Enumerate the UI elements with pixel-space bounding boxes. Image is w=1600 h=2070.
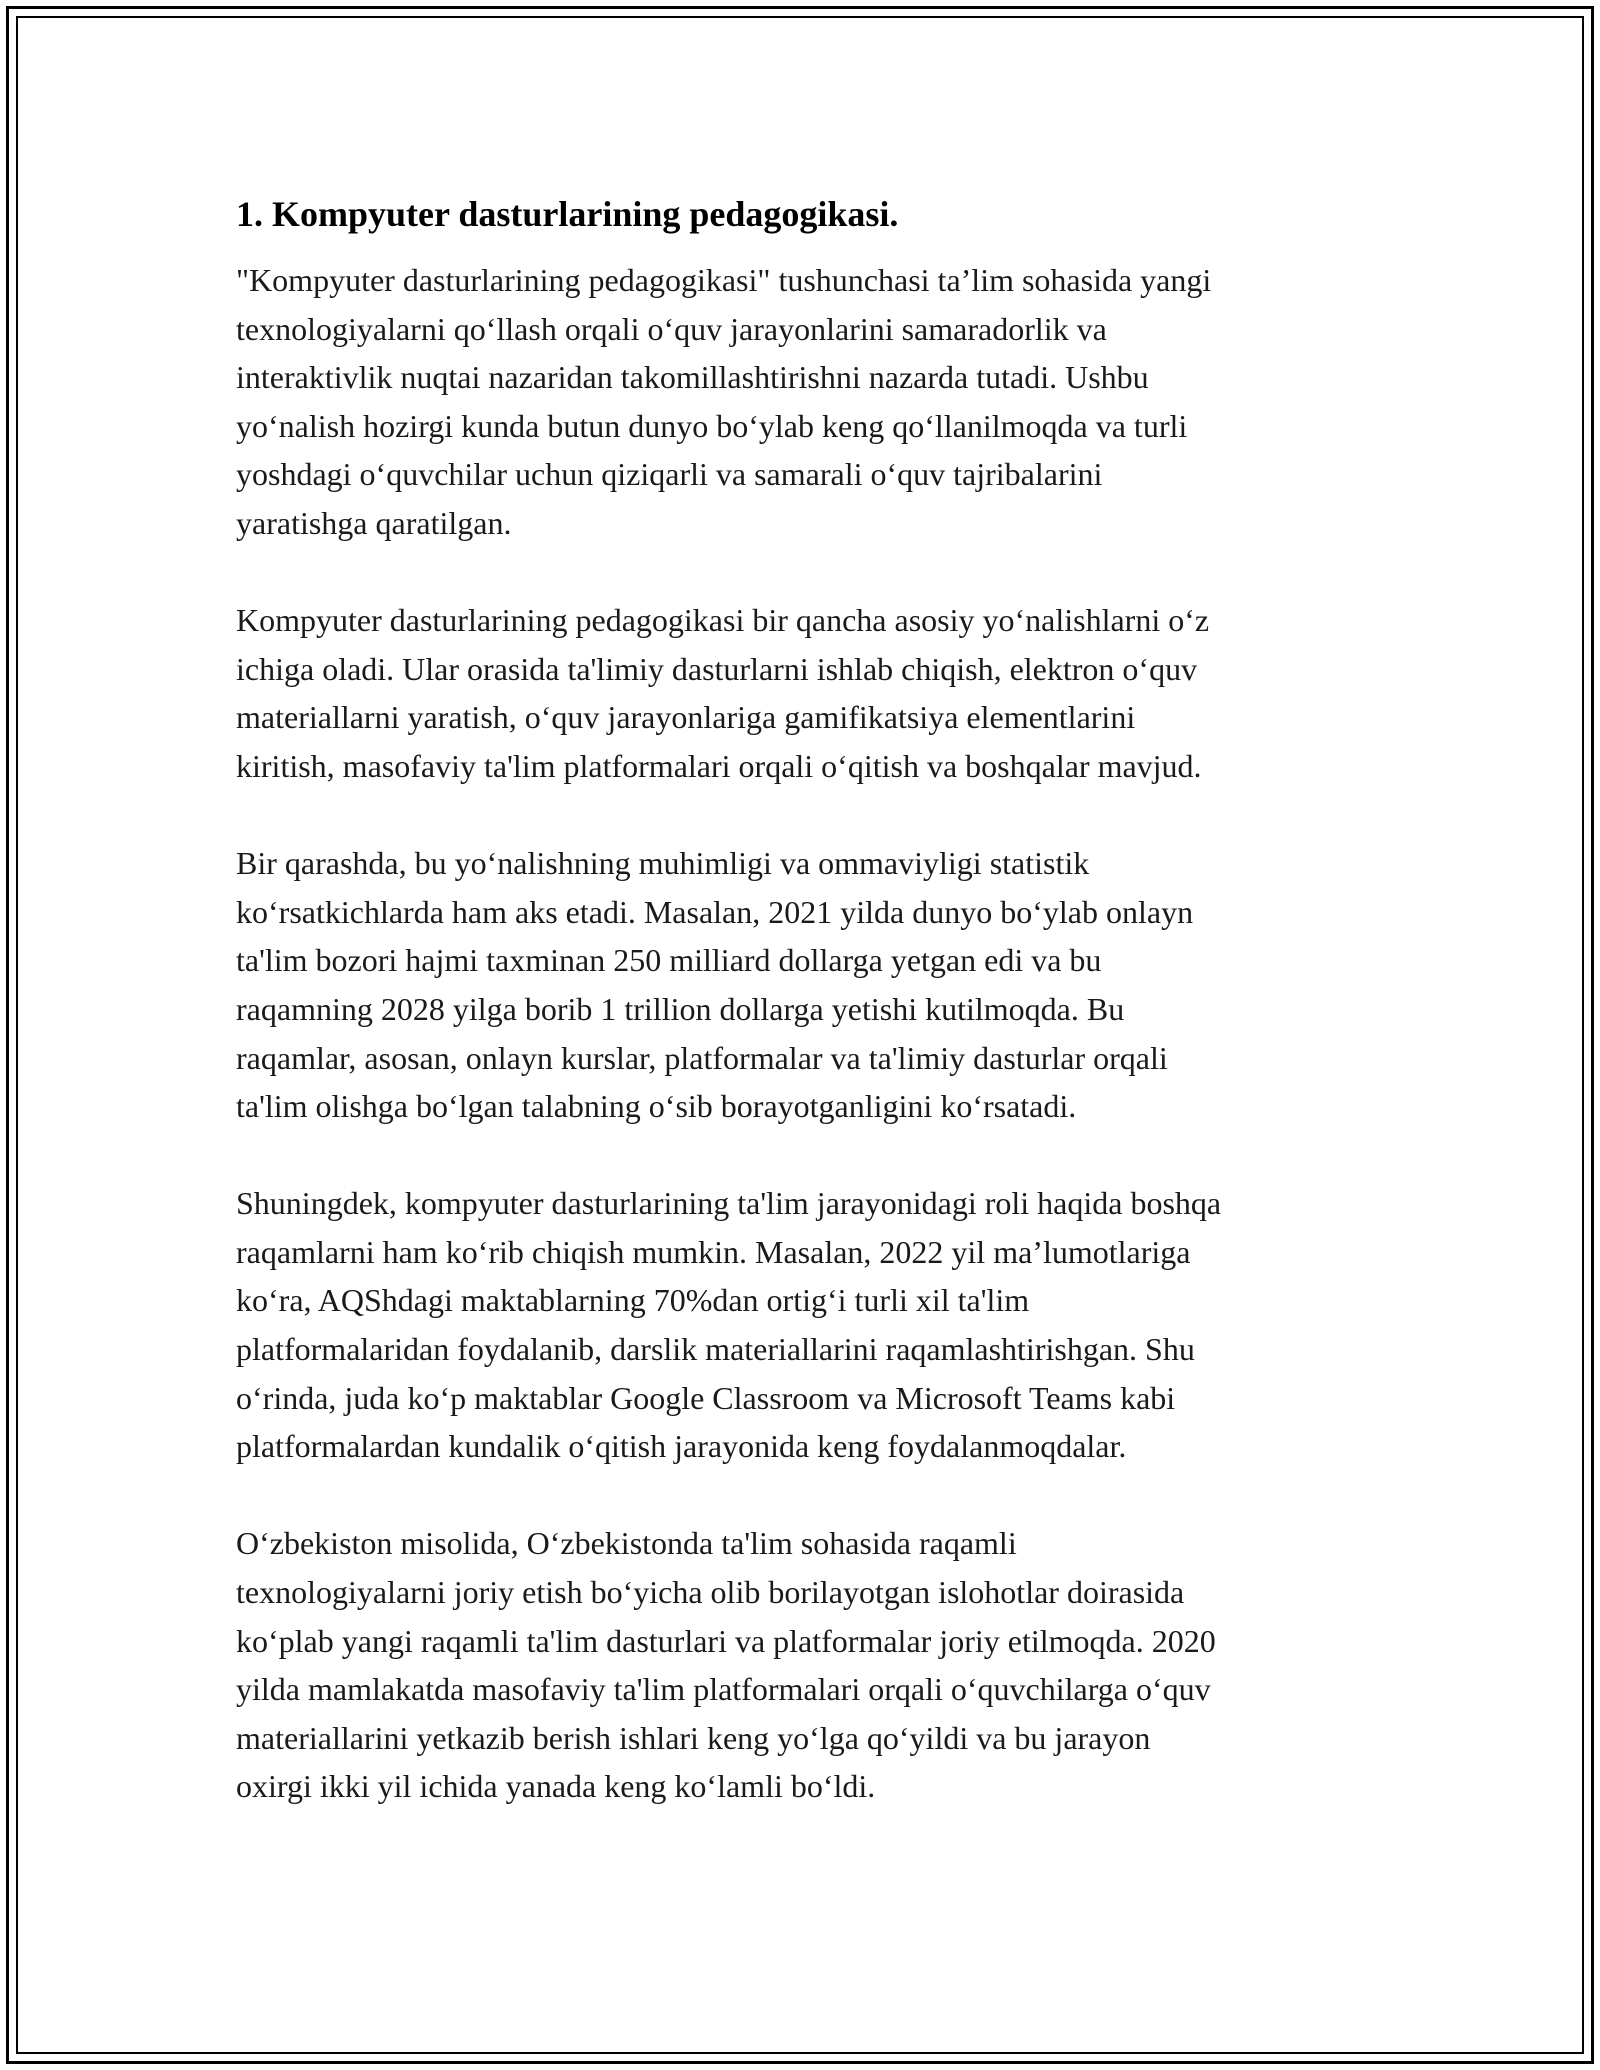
text-line: materiallarni yaratish, o‘quv jarayonlariga gamifikatsiya elementlarini [236, 699, 1136, 736]
text-line: raqamlarni ham ko‘rib chiqish mumkin. Masalan, 2022 yil ma’lumotlariga [236, 1233, 1191, 1270]
text-line: raqamlar, asosan, onlayn kurslar, platformalar va ta'limiy dasturlar orqali [236, 1039, 1168, 1076]
text-line: yoshdagi o‘quvchilar uchun qiziqarli va samarali o‘quv tajribalarini [236, 456, 1103, 493]
paragraph-uzbekistan [236, 1519, 1376, 1811]
paragraph-statistics [236, 839, 1376, 1131]
text-line: platformalaridan foydalanib, darslik materiallarini raqamlashtirishgan. Shu [236, 1331, 1195, 1368]
text-line: "Kompyuter dasturlarining pedagogikasi" tushunchasi ta’lim sohasida yangi [236, 262, 1212, 298]
text-line: ichiga oladi. Ular orasida ta'limiy dasturlarni ishlab chiqish, elektron o‘quv [236, 650, 1198, 687]
paragraph-intro [236, 256, 1376, 548]
text-line: ko‘rsatkichlarda ham aks etadi. Masalan, 2021 yilda dunyo bo‘ylab onlayn [236, 893, 1194, 930]
text-line: texnologiyalarni joriy etish bo‘yicha olib borilayotgan islohotlar doirasida [236, 1574, 1185, 1611]
text-line: ta'lim olishga bo‘lgan talabning o‘sib borayotganligini ko‘rsatadi. [236, 1088, 1077, 1125]
text-line: o‘rinda, juda ko‘p maktablar Google Classroom va Microsoft Teams kabi [236, 1379, 1176, 1416]
text-line: Bir qarashda, bu yo‘nalishning muhimligi va ommaviyligi statistik [236, 845, 1090, 882]
text-line: Kompyuter dasturlarining pedagogikasi bir qancha asosiy yo‘nalishlarni o‘z [236, 602, 1210, 639]
text-line: materiallarini yetkazib berish ishlari keng yo‘lga qo‘yildi va bu jarayon [236, 1719, 1151, 1756]
text-line: kiritish, masofaviy ta'lim platformalari orqali o‘qitish va boshqalar mavjud. [236, 747, 1202, 784]
paragraph-directions [236, 596, 1376, 790]
section-heading: 1. Kompyuter dasturlarining pedagogikasi. [236, 194, 899, 234]
text-line: platformalardan kundalik o‘qitish jarayonida keng foydalanmoqdalar. [236, 1428, 1127, 1465]
text-line: oxirgi ikki yil ichida yanada keng ko‘lamli bo‘ldi. [236, 1768, 876, 1805]
text-line: yaratishga qaratilgan. [236, 504, 512, 541]
text-line: ko‘plab yangi raqamli ta'lim dasturlari va platformalar joriy etilmoqda. 2020 [236, 1622, 1216, 1659]
text-line: ta'lim bozori hajmi taxminan 250 milliard dollarga yetgan edi va bu [236, 942, 1102, 979]
paragraph-schools [236, 1179, 1376, 1471]
text-line: O‘zbekiston misolida, O‘zbekistonda ta'lim sohasida raqamli [236, 1525, 1017, 1562]
document-body [236, 188, 1376, 1860]
text-line: yo‘nalish hozirgi kunda butun dunyo bo‘ylab keng qo‘llanilmoqda va turli [236, 407, 1188, 444]
text-line: interaktivlik nuqtai nazaridan takomillashtirishni nazarda tutadi. Ushbu [236, 359, 1149, 396]
text-line: texnologiyalarni qo‘llash orqali o‘quv jarayonlarini samaradorlik va [236, 310, 1107, 347]
text-line: raqamning 2028 yilga borib 1 trillion dollarga yetishi kutilmoqda. Bu [236, 990, 1125, 1027]
text-line: yilda mamlakatda masofaviy ta'lim platformalari orqali o‘quvchilarga o‘quv [236, 1671, 1211, 1708]
text-line: Shuningdek, kompyuter dasturlarining ta'lim jarayonidagi roli haqida boshqa [236, 1185, 1222, 1222]
text-line: ko‘ra, AQShdagi maktablarning 70%dan ortig‘i turli xil ta'lim [236, 1282, 1030, 1319]
